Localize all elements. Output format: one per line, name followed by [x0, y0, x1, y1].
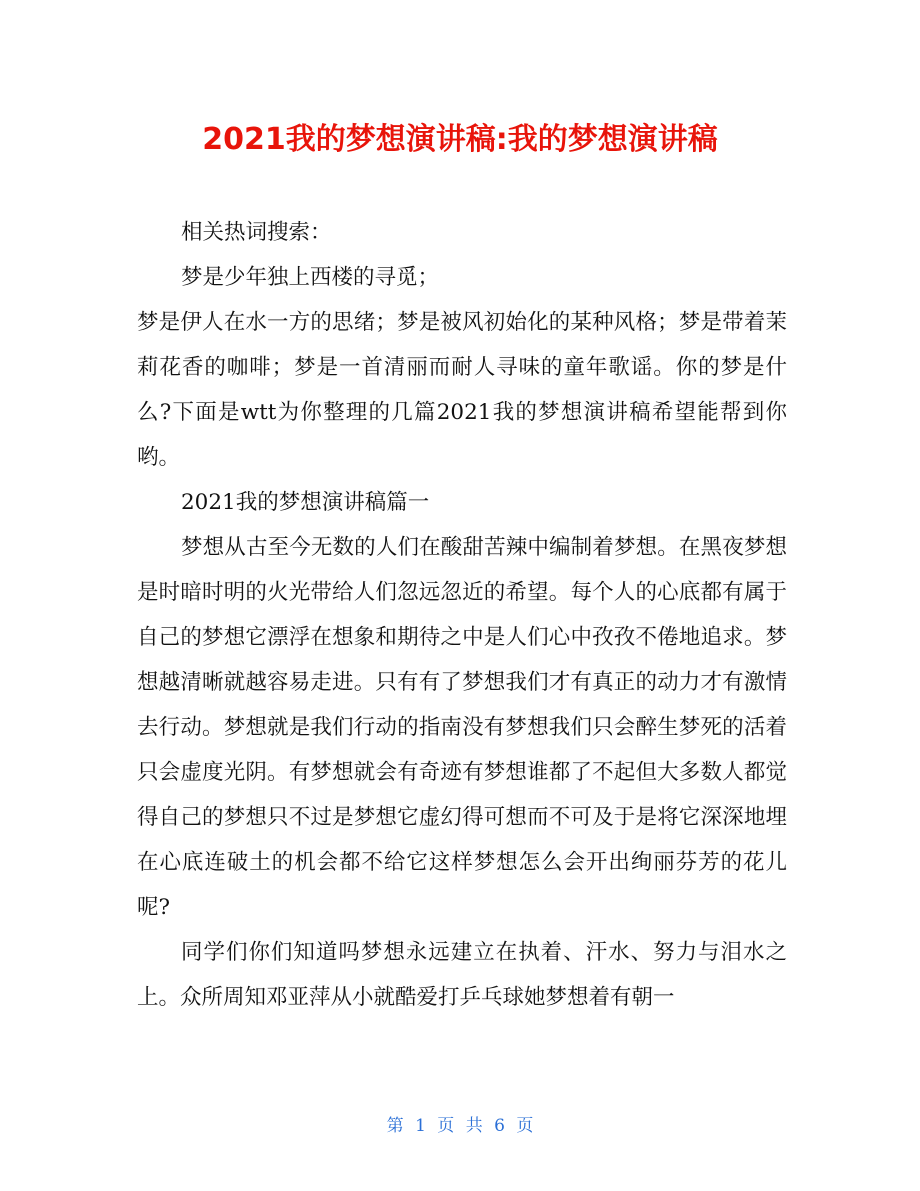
document-body: [137, 210, 787, 1020]
page-footer: 第 1 页 共 6 页: [386, 1116, 534, 1136]
paragraph-intro: 梦是伊人在水一方的思绪；梦是被风初始化的某种风格；梦是带着茉莉花香的咖啡；梦是一首清丽而耐人寻味的童年歌谣。你的梦是什么?下面是wtt为你整理的几篇2021我的梦想演讲稿希望能帮到你哟。: [137, 310, 787, 470]
paragraph-dream-west-tower: 梦是少年独上西楼的寻觅；: [181, 265, 440, 290]
paragraph-dreams: 梦想从古至今无数的人们在酸甜苦辣中编制着梦想。在黑夜梦想是时暗时明的火光带给人们忽远忽近的希望。每个人的心底都有属于自己的梦想它漂浮在想象和期待之中是人们心中孜孜不倦地追求。梦想越清晰就越容易走进。只有有了梦想我们才有真正的动力才有激情去行动。梦想就是我们行动的指南没有梦想我们只会醉生梦死的活着只会虚度光阴。有梦想就会有奇迹有梦想谁都了不起但大多数人都觉得自己的梦想只不过是梦想它虚幻得可想而不可及于是将它深深地埋在心底连破土的机会都不给它这样梦想怎么会开出绚丽芬芳的花儿呢?: [137, 535, 787, 920]
paragraph-classmates: 同学们你们知道吗梦想永远建立在执着、汗水、努力与泪水之上。众所周知邓亚萍从小就酷爱打乒乓球她梦想着有朝一: [137, 940, 787, 1010]
paragraph-hot-search: 相关热词搜索：: [181, 220, 332, 245]
document-title: 2021我的梦想演讲稿:我的梦想演讲稿: [202, 122, 718, 157]
section-heading: 2021我的梦想演讲稿篇一: [181, 490, 430, 515]
